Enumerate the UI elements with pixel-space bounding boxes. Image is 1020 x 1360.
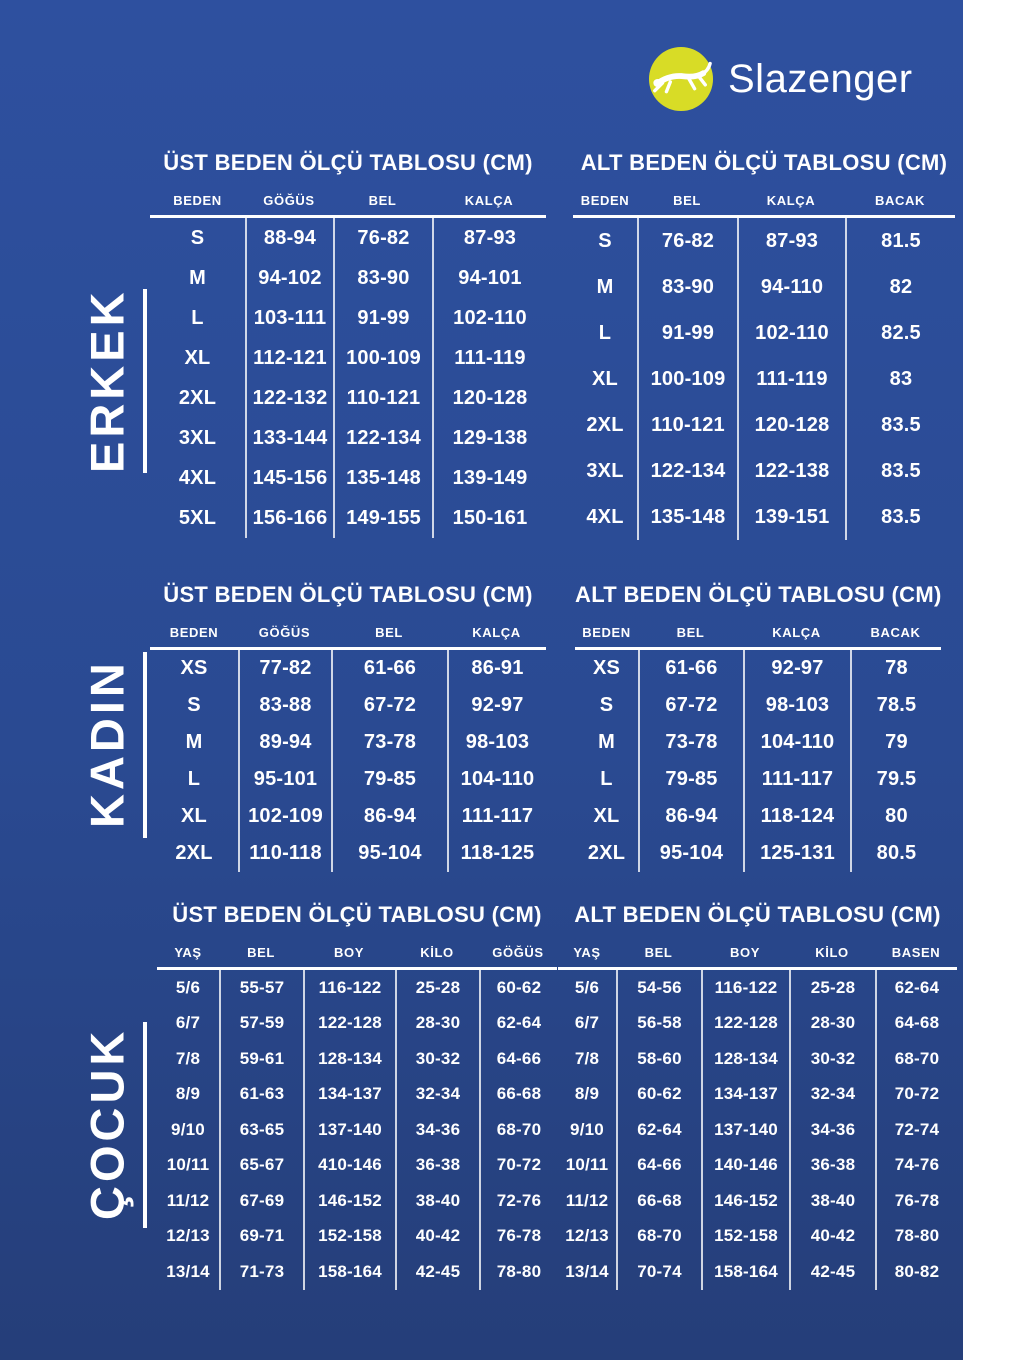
size-label: 2XL [175, 842, 213, 864]
measurement-value: 30-32 [395, 1041, 479, 1077]
measurement-value: 32-34 [395, 1077, 479, 1113]
measurement-value: 34-36 [395, 1112, 479, 1148]
measurement-value: 133-144 [245, 418, 333, 458]
table-header-row [573, 193, 955, 218]
measurement-value: 87-93 [737, 218, 845, 264]
size-label: XL [184, 346, 211, 369]
measurement-value: 158-164 [303, 1254, 395, 1290]
measurement-value: 128-134 [701, 1041, 789, 1077]
measurement-value: 100-109 [333, 338, 432, 378]
column-header: GÖĞÜS [258, 625, 311, 640]
measurement-value: 95-101 [238, 761, 331, 798]
column-header: KİLO [420, 945, 454, 960]
measurement-value: 158-164 [701, 1254, 789, 1290]
measurement-value: 66-68 [479, 1077, 557, 1113]
size-label: 9/10 [171, 1119, 205, 1139]
measurement-value: 70-72 [875, 1077, 957, 1113]
measurement-value: 79 [850, 724, 941, 761]
measurement-value: 83-90 [637, 264, 737, 310]
measurement-value: 122-128 [303, 1006, 395, 1042]
measurement-value: 104-110 [743, 724, 850, 761]
column-header: BOY [730, 945, 760, 960]
table-body [573, 218, 955, 540]
size-label: 7/8 [574, 1048, 600, 1068]
table-title: ALT BEDEN ÖLÇÜ TABLOSU (CM) [580, 150, 948, 175]
measurement-value: 25-28 [789, 970, 875, 1006]
measurement-value: 116-122 [701, 970, 789, 1006]
measurement-value: 102-110 [432, 298, 546, 338]
measurement-value: 68-70 [616, 1219, 701, 1255]
column-header: GÖĞÜS [492, 945, 544, 960]
measurement-value: 80-82 [875, 1254, 957, 1290]
measurement-value: 88-94 [245, 218, 333, 258]
measurement-value: 139-151 [737, 494, 845, 540]
measurement-value: 87-93 [432, 218, 546, 258]
table-title: ÜST BEDEN ÖLÇÜ TABLOSU (CM) [163, 582, 533, 607]
measurement-value: 410-146 [303, 1148, 395, 1184]
measurement-value: 59-61 [219, 1041, 303, 1077]
size-label: 11/12 [565, 1190, 609, 1210]
size-label: L [600, 768, 613, 790]
size-label: 2XL [587, 842, 626, 864]
table-erkek-upper [150, 148, 546, 538]
measurement-value: 104-110 [447, 761, 546, 798]
measurement-value: 83.5 [845, 402, 955, 448]
measurement-value: 42-45 [789, 1254, 875, 1290]
size-label: XS [180, 657, 208, 679]
column-header: KALÇA [772, 625, 821, 640]
measurement-value: 91-99 [637, 310, 737, 356]
size-label: M [189, 266, 206, 289]
measurement-value: 125-131 [743, 835, 850, 872]
column-header: GÖĞÜS [263, 193, 315, 208]
measurement-value: 72-74 [875, 1112, 957, 1148]
measurement-value: 72-76 [479, 1183, 557, 1219]
measurement-value: 69-71 [219, 1219, 303, 1255]
measurement-value: 150-161 [432, 498, 546, 538]
measurement-value: 81.5 [845, 218, 955, 264]
measurement-value: 68-70 [875, 1041, 957, 1077]
size-label: 5XL [178, 506, 217, 529]
size-label: S [598, 229, 612, 252]
measurement-value: 82.5 [845, 310, 955, 356]
measurement-value: 64-66 [479, 1041, 557, 1077]
size-label: L [191, 306, 204, 329]
measurement-value: 40-42 [395, 1219, 479, 1255]
column-header: BEDEN [582, 625, 631, 640]
table-header-row [157, 945, 557, 970]
measurement-value: 82 [845, 264, 955, 310]
measurement-value: 122-134 [333, 418, 432, 458]
size-label: 2XL [586, 413, 624, 436]
size-label: XL [592, 367, 618, 390]
measurement-value: 98-103 [743, 687, 850, 724]
table-cocuk-upper [157, 900, 557, 1290]
size-label: 13/14 [565, 1261, 609, 1281]
column-header: KİLO [815, 945, 849, 960]
column-header: BOY [334, 945, 364, 960]
measurement-value: 66-68 [616, 1183, 701, 1219]
table-kadin-upper [150, 580, 546, 872]
measurement-value: 28-30 [789, 1006, 875, 1042]
measurement-value: 28-30 [395, 1006, 479, 1042]
column-header: YAŞ [573, 945, 601, 960]
measurement-value: 73-78 [331, 724, 447, 761]
measurement-value: 36-38 [395, 1148, 479, 1184]
size-label: S [190, 226, 205, 249]
measurement-value: 122-132 [245, 378, 333, 418]
measurement-value: 70-74 [616, 1254, 701, 1290]
size-label: M [596, 275, 614, 298]
size-label: 11/12 [166, 1190, 210, 1210]
measurement-value: 83.5 [845, 448, 955, 494]
measurement-value: 83 [845, 356, 955, 402]
measurement-value: 110-121 [637, 402, 737, 448]
section-label-rule-erkek [143, 289, 147, 473]
measurement-value: 95-104 [331, 835, 447, 872]
table-body [558, 970, 957, 1290]
table-body [150, 218, 546, 538]
size-label: S [599, 694, 614, 716]
size-label: 10/11 [565, 1155, 609, 1175]
size-label: L [598, 321, 612, 344]
size-label: 2XL [178, 386, 217, 409]
table-body [150, 650, 546, 872]
measurement-value: 62-64 [616, 1112, 701, 1148]
column-header: KALÇA [464, 193, 514, 208]
measurement-value: 76-82 [637, 218, 737, 264]
column-header: BEL [375, 625, 403, 640]
measurement-value: 56-58 [616, 1006, 701, 1042]
size-label: 6/7 [175, 1013, 201, 1033]
table-title: ALT BEDEN ÖLÇÜ TABLOSU (CM) [574, 902, 941, 927]
measurement-value: 42-45 [395, 1254, 479, 1290]
measurement-value: 129-138 [432, 418, 546, 458]
measurement-value: 89-94 [238, 724, 331, 761]
measurement-value: 139-149 [432, 458, 546, 498]
measurement-value: 70-72 [479, 1148, 557, 1184]
measurement-value: 64-68 [875, 1006, 957, 1042]
measurement-value: 152-158 [303, 1219, 395, 1255]
measurement-value: 120-128 [432, 378, 546, 418]
size-label: 12/13 [565, 1226, 609, 1246]
size-label: 4XL [586, 505, 624, 528]
measurement-value: 140-146 [701, 1148, 789, 1184]
brand-name: Slazenger [728, 57, 913, 101]
measurement-value: 100-109 [637, 356, 737, 402]
measurement-value: 67-69 [219, 1183, 303, 1219]
measurement-value: 64-66 [616, 1148, 701, 1184]
measurement-value: 62-64 [875, 970, 957, 1006]
measurement-value: 118-124 [743, 798, 850, 835]
measurement-value: 134-137 [701, 1077, 789, 1113]
measurement-value: 111-119 [737, 356, 845, 402]
measurement-value: 112-121 [245, 338, 333, 378]
measurement-value: 128-134 [303, 1041, 395, 1077]
measurement-value: 120-128 [737, 402, 845, 448]
size-label: 13/14 [166, 1261, 210, 1281]
measurement-value: 83-90 [333, 258, 432, 298]
column-header: BEL [644, 945, 673, 960]
measurement-value: 80.5 [850, 835, 941, 872]
measurement-value: 116-122 [303, 970, 395, 1006]
column-header: BEL [368, 193, 397, 208]
measurement-value: 145-156 [245, 458, 333, 498]
measurement-value: 122-134 [637, 448, 737, 494]
measurement-value: 135-148 [333, 458, 432, 498]
table-header-row [150, 193, 546, 218]
column-header: BASEN [891, 945, 941, 960]
measurement-value: 36-38 [789, 1148, 875, 1184]
section-label-rule-kadin [143, 652, 147, 838]
column-header: YAŞ [174, 945, 202, 960]
column-header: BACAK [870, 625, 921, 640]
measurement-value: 34-36 [789, 1112, 875, 1148]
measurement-value: 137-140 [701, 1112, 789, 1148]
size-label: M [185, 731, 203, 753]
table-kadin-lower [575, 580, 941, 872]
measurement-value: 62-64 [479, 1006, 557, 1042]
table-body [575, 650, 941, 872]
measurement-value: 32-34 [789, 1077, 875, 1113]
measurement-value: 86-94 [331, 798, 447, 835]
measurement-value: 152-158 [701, 1219, 789, 1255]
measurement-value: 38-40 [395, 1183, 479, 1219]
measurement-value: 134-137 [303, 1077, 395, 1113]
section-label-cocuk: ÇOCUK [80, 1027, 134, 1221]
measurement-value: 78-80 [875, 1219, 957, 1255]
measurement-value: 76-82 [333, 218, 432, 258]
measurement-value: 61-63 [219, 1077, 303, 1113]
size-label: 4XL [178, 466, 217, 489]
size-label: 10/11 [166, 1155, 210, 1175]
slazenger-panther-icon [648, 46, 714, 112]
measurement-value: 60-62 [479, 970, 557, 1006]
measurement-value: 77-82 [238, 650, 331, 687]
measurement-value: 54-56 [616, 970, 701, 1006]
measurement-value: 79.5 [850, 761, 941, 798]
measurement-value: 98-103 [447, 724, 546, 761]
column-header: BEDEN [173, 193, 222, 208]
size-label: 7/8 [175, 1048, 201, 1068]
measurement-value: 110-121 [333, 378, 432, 418]
measurement-value: 74-76 [875, 1148, 957, 1184]
measurement-value: 103-111 [245, 298, 333, 338]
measurement-value: 60-62 [616, 1077, 701, 1113]
measurement-value: 86-91 [447, 650, 546, 687]
size-label: XL [593, 805, 620, 827]
measurement-value: 68-70 [479, 1112, 557, 1148]
column-header: KALÇA [766, 193, 816, 208]
measurement-value: 102-109 [238, 798, 331, 835]
measurement-value: 63-65 [219, 1112, 303, 1148]
measurement-value: 71-73 [219, 1254, 303, 1290]
size-label: L [187, 768, 201, 790]
measurement-value: 135-148 [637, 494, 737, 540]
measurement-value: 30-32 [789, 1041, 875, 1077]
measurement-value: 83.5 [845, 494, 955, 540]
table-body [157, 970, 557, 1290]
size-label: XS [592, 657, 621, 679]
measurement-value: 76-78 [479, 1219, 557, 1255]
measurement-value: 94-102 [245, 258, 333, 298]
brand-logo [648, 46, 913, 112]
size-label: XL [181, 805, 207, 827]
column-header: BEL [673, 193, 701, 208]
table-title: ÜST BEDEN ÖLÇÜ TABLOSU (CM) [172, 902, 542, 927]
measurement-value: 40-42 [789, 1219, 875, 1255]
measurement-value: 91-99 [333, 298, 432, 338]
column-header: BEL [676, 625, 705, 640]
size-label: 5/6 [574, 977, 600, 997]
measurement-value: 111-117 [743, 761, 850, 798]
measurement-value: 92-97 [743, 650, 850, 687]
measurement-value: 122-128 [701, 1006, 789, 1042]
measurement-value: 149-155 [333, 498, 432, 538]
column-header: BEL [247, 945, 275, 960]
measurement-value: 137-140 [303, 1112, 395, 1148]
size-label: 12/13 [166, 1226, 210, 1246]
table-cocuk-lower [558, 900, 957, 1290]
table-title: ÜST BEDEN ÖLÇÜ TABLOSU (CM) [163, 150, 533, 175]
measurement-value: 25-28 [395, 970, 479, 1006]
measurement-value: 73-78 [638, 724, 743, 761]
table-header-row [150, 625, 546, 650]
measurement-value: 55-57 [219, 970, 303, 1006]
measurement-value: 94-110 [737, 264, 845, 310]
measurement-value: 118-125 [447, 835, 546, 872]
measurement-value: 111-119 [432, 338, 546, 378]
measurement-value: 61-66 [331, 650, 447, 687]
size-label: 8/9 [574, 1084, 600, 1104]
measurement-value: 83-88 [238, 687, 331, 724]
table-title: ALT BEDEN ÖLÇÜ TABLOSU (CM) [575, 582, 942, 607]
measurement-value: 38-40 [789, 1183, 875, 1219]
measurement-value: 78-80 [479, 1254, 557, 1290]
size-label: 5/6 [175, 977, 201, 997]
measurement-value: 110-118 [238, 835, 331, 872]
measurement-value: 79-85 [638, 761, 743, 798]
size-label: 9/10 [570, 1119, 604, 1139]
measurement-value: 102-110 [737, 310, 845, 356]
size-label: M [598, 731, 615, 753]
table-header-row [558, 945, 957, 970]
measurement-value: 146-152 [303, 1183, 395, 1219]
size-label: 3XL [586, 459, 624, 482]
section-label-kadin: KADIN [80, 659, 134, 829]
measurement-value: 79-85 [331, 761, 447, 798]
measurement-value: 111-117 [447, 798, 546, 835]
size-label: S [187, 694, 201, 716]
measurement-value: 78 [850, 650, 941, 687]
column-header: BEDEN [580, 193, 630, 208]
measurement-value: 67-72 [638, 687, 743, 724]
measurement-value: 78.5 [850, 687, 941, 724]
measurement-value: 94-101 [432, 258, 546, 298]
measurement-value: 156-166 [245, 498, 333, 538]
section-label-rule-cocuk [143, 1022, 147, 1228]
measurement-value: 65-67 [219, 1148, 303, 1184]
measurement-value: 86-94 [638, 798, 743, 835]
section-label-erkek: ERKEK [80, 288, 134, 474]
measurement-value: 122-138 [737, 448, 845, 494]
size-label: 6/7 [574, 1013, 600, 1033]
measurement-value: 80 [850, 798, 941, 835]
size-label: 3XL [178, 426, 217, 449]
measurement-value: 58-60 [616, 1041, 701, 1077]
column-header: BACAK [875, 193, 925, 208]
column-header: BEDEN [169, 625, 219, 640]
table-erkek-lower [573, 148, 955, 540]
size-label: 8/9 [175, 1084, 201, 1104]
measurement-value: 146-152 [701, 1183, 789, 1219]
measurement-value: 67-72 [331, 687, 447, 724]
measurement-value: 95-104 [638, 835, 743, 872]
measurement-value: 57-59 [219, 1006, 303, 1042]
column-header: KALÇA [472, 625, 521, 640]
measurement-value: 76-78 [875, 1183, 957, 1219]
measurement-value: 92-97 [447, 687, 546, 724]
table-header-row [575, 625, 941, 650]
measurement-value: 61-66 [638, 650, 743, 687]
